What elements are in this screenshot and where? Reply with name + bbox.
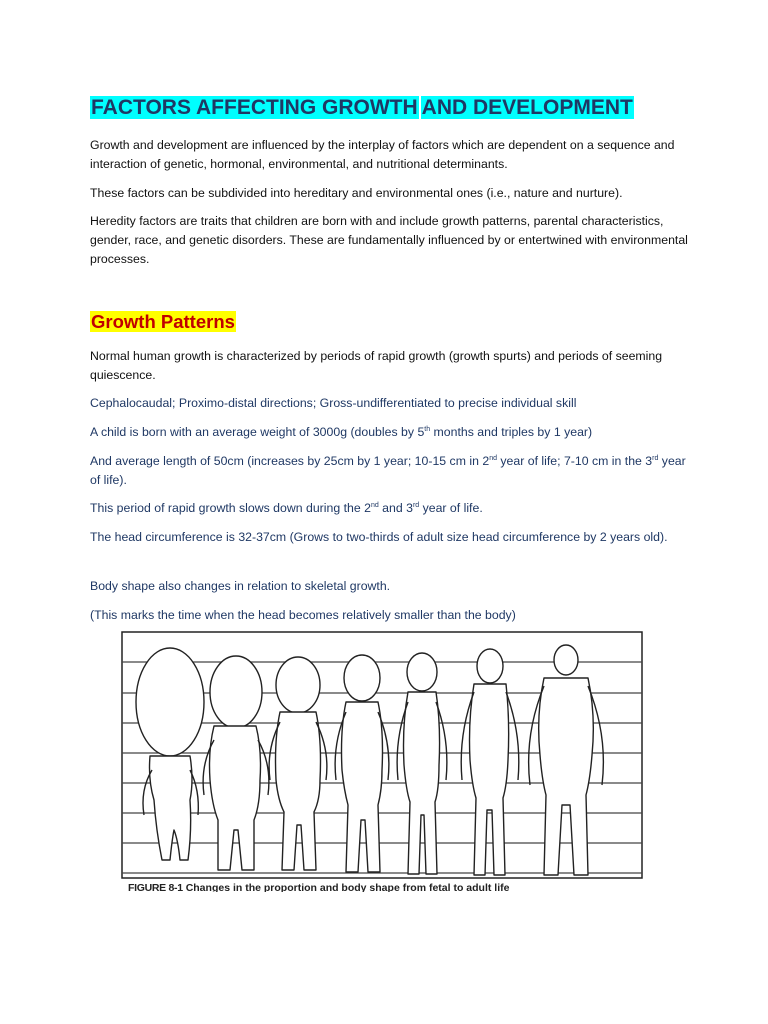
growth-point-weight: A child is born with an average weight of 3000g (doubles by 5th months and triples by 1 year) (90, 425, 593, 439)
intro-paragraph-1: Growth and development are influenced by the interplay of factors which are dependent on a sequence and interaction of genetic, hormonal, environmental, and nutritional determinants. (90, 138, 675, 171)
section-heading-growth-patterns: Growth Patterns (91, 311, 235, 332)
intro-paragraph-3: Heredity factors are traits that children are born with and include growth patterns, parental characteristics, gender, race, and genetic disorders. These are fundamentally influenced by or entertwined with environmental processes. (90, 214, 688, 266)
figure-caption: FIGURE 8-1 Changes in the proportion and body shape from fetal to adult life (128, 882, 510, 892)
growth-point-length: And average length of 50cm (increases by 25cm by 1 year; 10-15 cm in 2nd year of life; 7-10 cm in the 3rd year of life). (90, 454, 686, 487)
growth-point-slowdown: This period of rapid growth slows down during the 2nd and 3rd year of life. (90, 501, 483, 515)
body-proportion-figure (118, 630, 646, 892)
body-proportion-illustration (118, 630, 646, 892)
growth-point-body-shape: Body shape also changes in relation to skeletal growth. (90, 579, 391, 593)
intro-paragraph-2: These factors can be subdivided into hereditary and environmental ones (i.e., nature and nurture). (90, 186, 623, 200)
growth-point-directions: Cephalocaudal; Proximo-distal directions; Gross-undifferentiated to precise individual skill (90, 396, 577, 410)
growth-lead-paragraph: Normal human growth is characterized by periods of rapid growth (growth spurts) and periods of seeming quiescence. (90, 349, 663, 382)
page-title (90, 94, 634, 122)
growth-point-head-circumference: The head circumference is 32-37cm (Grows to two-thirds of adult size head circumference by 2 years old). (90, 530, 668, 544)
title-highlight-part1: FACTORS AFFECTING GROWTH (91, 96, 418, 119)
title-highlight-part2: AND DEVELOPMENT (421, 96, 633, 119)
growth-point-head-proportion: (This marks the time when the head becomes relatively smaller than the body) (90, 608, 516, 622)
